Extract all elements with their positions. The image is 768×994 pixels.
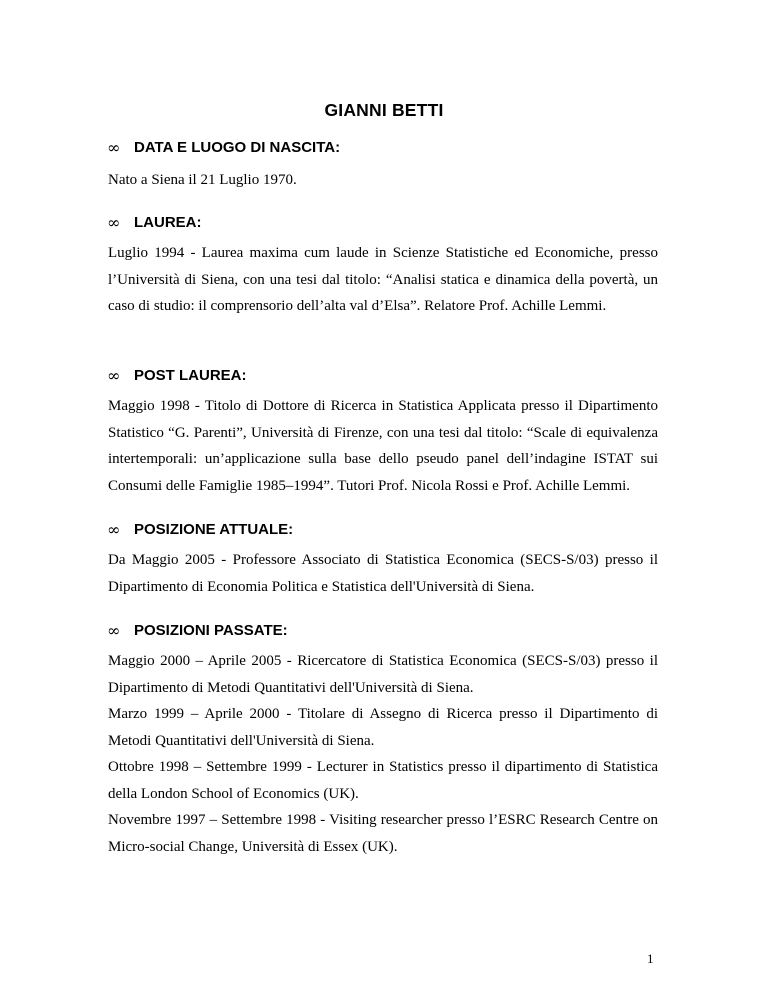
- infinity-bullet-icon: ∞: [107, 366, 121, 385]
- section-heading-past-positions: [107, 621, 288, 640]
- infinity-bullet-icon: ∞: [107, 213, 121, 232]
- list-item: Maggio 2000 – Aprile 2005 - Ricercatore di Statistica Economica (SECS-S/03) presso il Dipartimento di Metodi Quantitativi dell'Università di Siena.: [108, 653, 658, 696]
- page-number: 1: [647, 951, 654, 966]
- section-text-degree: Luglio 1994 - Laurea maxima cum laude in Scienze Statistiche ed Economiche, presso l’Università di Siena, con una tesi dal titolo: “Analisi statica e dinamica della povertà, un caso di studio: il comprensorio dell’alta val d’Elsa”. Relatore Prof. Achille Lemmi.: [108, 245, 658, 314]
- section-heading-label: POST LAUREA:: [134, 367, 247, 384]
- section-heading-label: POSIZIONI PASSATE:: [134, 622, 288, 639]
- section-text-birth: Nato a Siena il 21 Luglio 1970.: [108, 172, 297, 188]
- section-heading-label: LAUREA:: [134, 214, 202, 231]
- page-title: GIANNI BETTI: [324, 100, 444, 120]
- section-heading-post-degree: [107, 366, 247, 385]
- section-heading-current-position: [107, 520, 294, 539]
- section-heading-birth: [107, 138, 341, 157]
- section-heading-label: DATA E LUOGO DI NASCITA:: [134, 139, 341, 156]
- past-positions-list: [108, 648, 658, 860]
- section-heading-degree: [107, 213, 202, 232]
- section-text-current-position: Da Maggio 2005 - Professore Associato di Statistica Economica (SECS-S/03) presso il Dipartimento di Economia Politica e Statistica dell'Università di Siena.: [108, 552, 658, 595]
- infinity-bullet-icon: ∞: [107, 138, 121, 157]
- section-heading-label: POSIZIONE ATTUALE:: [134, 521, 294, 538]
- infinity-bullet-icon: ∞: [107, 621, 121, 640]
- list-item: Marzo 1999 – Aprile 2000 - Titolare di Assegno di Ricerca presso il Dipartimento di Metodi Quantitativi dell'Università di Siena.: [108, 706, 658, 749]
- infinity-bullet-icon: ∞: [107, 520, 121, 539]
- section-text-post-degree: Maggio 1998 - Titolo di Dottore di Ricerca in Statistica Applicata presso il Dipartimento Statistico “G. Parenti”, Università di Firenze, con una tesi dal titolo: “Scale di equivalenza intertemporali: un’applicazione sulla base dello pseudo panel dell’indagine ISTAT sui Consumi delle Famiglie 1985–1994”. Tutori Prof. Nicola Rossi e Prof. Achille Lemmi.: [108, 398, 658, 494]
- list-item: Novembre 1997 – Settembre 1998 - Visiting researcher presso l’ESRC Research Centre on Micro-social Change, Università di Essex (UK).: [108, 812, 658, 855]
- list-item: Ottobre 1998 – Settembre 1999 - Lecturer in Statistics presso il dipartimento di Statistica della London School of Economics (UK).: [108, 759, 658, 802]
